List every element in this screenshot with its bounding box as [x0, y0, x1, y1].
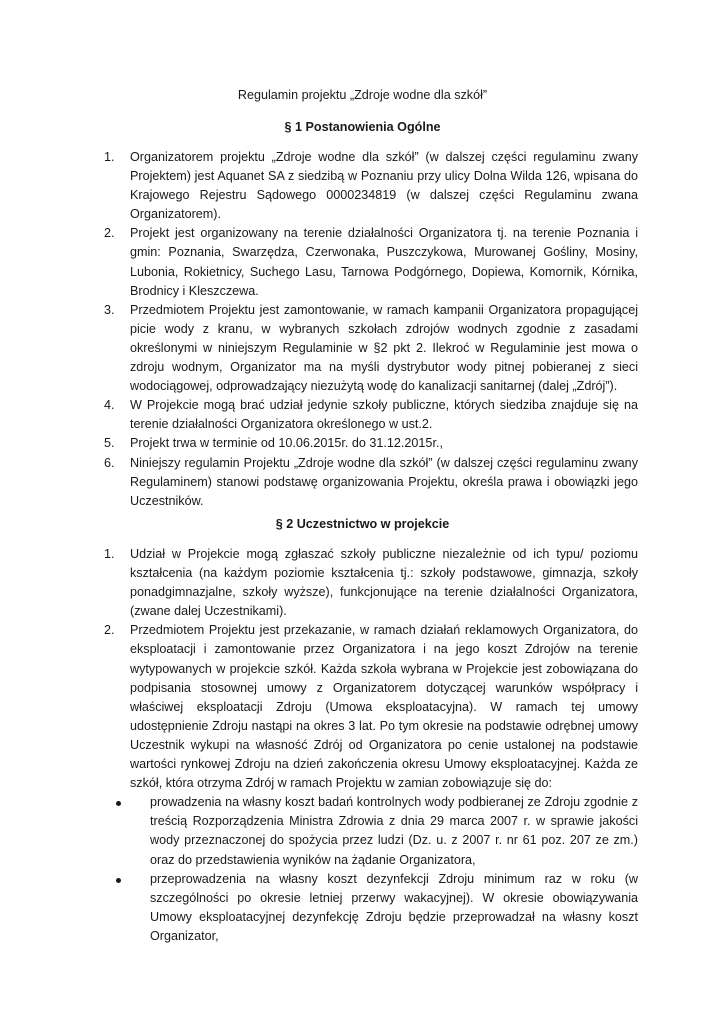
list-item-text: Przedmiotem Projektu jest zamontowanie, w ramach kampanii Organizatora propagującej picie wody z kranu, w wybranych szkołach zdrojów wodnych zgodnie z zasadami określonymi w niniejszym Regulaminie w §2 pkt 2. Ilekroć w Regulaminie jest mowa o zdroju wodnym, Organizator ma na myśli dystrybutor wody pitnej pobieranej z sieci wodociągowej, odprowadzający niezużytą wodę do kanalizacji sanitarnej (dalej „Zdrój”).	[130, 302, 638, 394]
list-item	[0, 454, 725, 511]
bullet-icon	[116, 801, 121, 806]
bullet-text: prowadzenia na własny koszt badań kontrolnych wody podbieranej ze Zdroju zgodnie z treścią Rozporządzenia Ministra Zdrowia z dnia 29 marca 2007 r. w sprawie jakości wody przeznaczonej do spożycia przez ludzi (Dz. u. z 2007 r. nr 61 poz. 207 ze zm.) oraz do przedstawienia wyników na żądanie Organizatora,	[150, 795, 638, 867]
list-item-text: Organizatorem projektu „Zdroje wodne dla szkół” (w dalszej części regulaminu zwany Projektem) jest Aquanet SA z siedzibą w Poznaniu przy ulicy Dolna Wilda 126, wpisana do Krajowego Rejestru Sądowego 0000234819 (w dalszej części Regulaminu zwana Organizatorem).	[130, 150, 638, 222]
list-item-text: W Projekcie mogą brać udział jedynie szkoły publiczne, których siedziba znajduje się na terenie działalności Organizatora określonego w ust.2.	[130, 398, 638, 432]
list-item	[0, 224, 725, 300]
list-item-text: Udział w Projekcie mogą zgłaszać szkoły publiczne niezależnie od ich typu/ poziomu kształcenia (na każdym poziomie kształcenia tj.: szkoły podstawowe, gimnazja, szkoły ponadgimnazjalne, szkoły wyższe), funkcjonujące na terenie działalności Organizatora, (zwane dalej Uczestnikami).	[130, 547, 638, 619]
list-item-text: Niniejszy regulamin Projektu „Zdroje wodne dla szkół” (w dalszej części regulaminu zwany Regulaminem) stanowi podstawę organizowania Projektu, określa prawa i obowiązki jego Uczestników.	[130, 455, 638, 508]
bullet-icon	[116, 878, 121, 883]
list-item	[0, 545, 725, 621]
list-item-number: 2.	[104, 226, 115, 241]
bullet-list-container	[130, 793, 638, 946]
document-title: Regulamin projektu „Zdroje wodne dla szkół”	[237, 88, 488, 102]
bullet-item	[130, 870, 638, 946]
list-item-text: Projekt jest organizowany na terenie działalności Organizatora tj. na terenie Poznania i gmin: Poznania, Swarzędza, Czerwonaka, Puszczykowa, Murowanej Gośliny, Mosiny, Lubonia, Rokietnicy, Suchego Lasu, Tarnowa Podgórnego, Dopiewa, Komornik, Kórnika, Brodnicy i Kleszczewa.	[130, 226, 638, 298]
list-item	[0, 396, 725, 434]
bullet-text: przeprowadzenia na własny koszt dezynfekcji Zdroju minimum raz w roku (w szczególności po okresie letniej przerwy wakacyjnej). W okresie obowiązywania Umowy eksploatacyjnej dezynfekcję Zdroju będzie przeprowadzał na własny koszt Organizator,	[150, 871, 638, 943]
bullet-list	[130, 793, 638, 946]
list-item-number: 2.	[104, 623, 115, 638]
list-item	[0, 301, 725, 396]
list-item	[0, 434, 725, 453]
list-item-number: 5.	[104, 436, 115, 451]
section-2-list	[0, 545, 725, 946]
list-item-number: 6.	[104, 455, 115, 470]
list-item-text: Projekt trwa w terminie od 10.06.2015r. do 31.12.2015r.,	[130, 436, 443, 451]
section-1-list	[0, 148, 725, 511]
list-item	[0, 148, 725, 224]
list-item-number: 3.	[104, 302, 115, 317]
list-item-number: 4.	[104, 398, 115, 413]
list-item-text: Przedmiotem Projektu jest przekazanie, w ramach działań reklamowych Organizatora, do eksploatacji i zamontowanie przez Organizatora i na jego koszt Zdrojów na terenie wytypowanych w projekcie szkół. Każda szkoła wybrana w Projekcie jest zobowiązana do podpisania stosownej umowy z Organizatorem dotyczącej warunków współpracy i właściwej eksploatacji Zdroju (Umowa eksploatacyjna). W ramach tej umowy udostępnienie Zdroju nastąpi na okres 3 lat. Po tym okresie na podstawie odrębnej umowy Uczestnik wykupi na własność Zdrój od Organizatora po cenie ustalonej na podstawie wartości rynkowej Zdroju na dzień zakończenia okresu Umowy eksploatacyjnej. Każda ze szkół, która otrzyma Zdrój w ramach Projektu w zamian zobowiązuje się do:	[130, 623, 638, 791]
bullet-item	[130, 793, 638, 869]
section-heading-1: § 1 Postanowienia Ogólne	[284, 120, 441, 134]
list-item	[0, 621, 725, 946]
list-item-number: 1.	[104, 547, 115, 561]
list-item-number: 1.	[104, 150, 115, 164]
section-heading-2: § 2 Uczestnictwo w projekcie	[275, 517, 450, 531]
